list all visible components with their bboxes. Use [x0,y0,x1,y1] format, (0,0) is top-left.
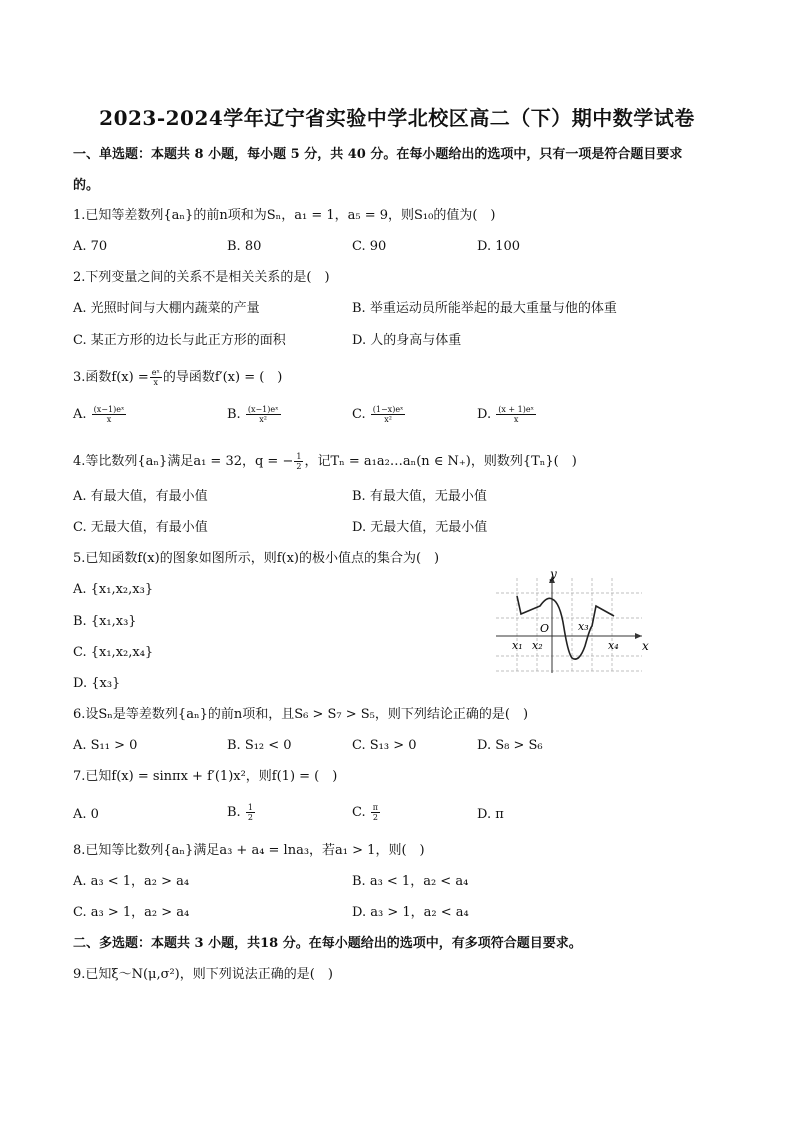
q3-option-c-denominator: x² [384,415,392,424]
q8-option-b: B. a₃ < 1，a₂ < a₄ [352,874,469,889]
q4-option-c: C. 无最大值，有最小值 [73,520,208,535]
q4-option-d: D. 无最大值，无最小值 [352,520,488,535]
q4-stem-part-a: 4.等比数列{aₙ}满足a₁ = 32，q = − [73,454,294,469]
q6-stem: 6.设Sₙ是等差数列{aₙ}的前n项和，且S₆ > S₇ > S₅，则下列结论正确的是( ) [73,707,529,722]
q3-option-d-fraction [496,405,536,424]
q3-stem-denominator: x [153,378,159,387]
q5-option-b: B. {x₁,x₃} [73,614,137,629]
q3-option-d [477,405,537,424]
q2-stem: 2.下列变量之间的关系不是相关关系的是( ) [73,270,330,285]
q2-option-a: A. 光照时间与大棚内蔬菜的产量 [73,301,260,316]
graph-x2-label: x₂ [532,639,543,652]
graph-x4-label: x₄ [608,639,619,652]
q4-stem [73,452,577,471]
q3-option-d-numerator: (x + 1)eˣ [498,405,534,414]
section2-heading: 二、多选题：本题共 3 小题，共18 分。在每小题给出的选项中，有多项符合题目要求。 [73,936,582,951]
graph-origin-label: O [540,622,550,635]
section1-heading: 一、单选题：本题共 8 小题，每小题 5 分，共 40 分。在每小题给出的选项中，只有一项是符合题目要求 [73,147,683,162]
q4-stem-fraction [294,452,303,471]
q7-option-b-label: B. [227,805,241,820]
exam-title: 2023-2024学年辽宁省实验中学北校区高二（下）期中数学试卷 [99,106,695,130]
q7-option-c-fraction [371,803,380,822]
q5-stem: 5.已知函数f(x)的图象如图所示，则f(x)的极小值点的集合为( ) [73,551,440,566]
q1-option-b: B. 80 [227,239,262,254]
q3-option-a [73,405,127,424]
q7-option-c-numerator: π [372,803,379,812]
q3-option-b-numerator: (x−1)eˣ [247,405,279,414]
q3-stem-fraction [150,368,162,387]
q3-stem [73,368,282,387]
q4-option-b: B. 有最大值，无最小值 [352,489,487,504]
q3-option-c-label: C. [352,407,366,422]
q8-option-d: D. a₃ > 1，a₂ < a₄ [352,905,469,920]
q4-option-a: A. 有最大值，有最小值 [73,489,208,504]
q3-option-b-fraction [246,405,281,424]
q7-option-c-denominator: 2 [372,813,378,822]
q7-option-a: A. 0 [73,807,99,822]
q7-option-d: D. π [477,807,504,822]
q1-stem: 1.已知等差数列{aₙ}的前n项和为Sₙ，a₁ = 1，a₅ = 9，则S₁₀的值为( ) [73,208,496,223]
q3-option-b-label: B. [227,407,241,422]
q6-option-d: D. S₈ > S₆ [477,738,543,753]
q5-option-d: D. {x₃} [73,676,121,691]
q2-option-c: C. 某正方形的边长与此正方形的面积 [73,333,286,348]
graph-x-label: x [642,639,649,653]
q3-option-c-fraction [371,405,406,424]
q3-option-c-numerator: (1−x)eˣ [372,405,404,414]
q7-option-b-denominator: 2 [247,813,253,822]
q6-option-c: C. S₁₃ > 0 [352,738,417,753]
q3-option-a-denominator: x [106,415,112,424]
q5-option-a: A. {x₁,x₂,x₃} [73,582,154,597]
graph-x-arrow [635,633,642,639]
q9-stem: 9.已知ξ～N(μ,σ²)，则下列说法正确的是( ) [73,967,333,982]
q4-stem-part-b: ，记Tₙ = a₁a₂…aₙ(n ∈ N₊)，则数列{Tₙ}( ) [304,454,577,469]
q3-option-a-label: A. [73,407,87,422]
graph-grid [496,578,642,671]
graph-x3-label: x₃ [578,620,589,633]
q3-option-d-denominator: x [513,415,519,424]
q8-option-a: A. a₃ < 1，a₂ > a₄ [73,874,190,889]
q4-stem-denominator: 2 [296,462,302,471]
q7-option-b-fraction [246,803,255,822]
q5-function-graph [492,568,654,676]
q3-option-c [352,405,406,424]
q3-option-a-numerator: (x−1)eˣ [93,405,125,414]
q2-option-d: D. 人的身高与体重 [352,333,462,348]
q2-option-b: B. 举重运动员所能举起的最大重量与他的体重 [352,301,617,316]
q1-option-d: D. 100 [477,239,521,254]
graph-x1-label: x₁ [512,639,523,652]
q1-option-a: A. 70 [73,239,108,254]
q3-stem-prefix: 3.函数f(x) = [73,370,149,385]
section1-heading-cont: 的。 [73,178,100,193]
q7-option-c-label: C. [352,805,366,820]
q3-option-a-fraction [92,405,127,424]
q8-option-c: C. a₃ > 1，a₂ > a₄ [73,905,190,920]
q3-option-d-label: D. [477,407,492,422]
q6-option-b: B. S₁₂ < 0 [227,738,292,753]
q6-option-a: A. S₁₁ > 0 [73,738,138,753]
q7-stem: 7.已知f(x) = sinπx + f′(1)x²，则f(1) = ( ) [73,769,338,784]
q8-stem: 8.已知等比数列{aₙ}满足a₃ + a₄ = lna₃，若a₁ > 1，则( ) [73,843,425,858]
q3-option-b [227,405,282,424]
q7-option-b-numerator: 1 [247,803,253,812]
q7-option-c [352,803,381,822]
graph-y-label: y [550,568,557,581]
q3-option-b-denominator: x² [259,415,268,424]
q3-stem-numerator: eˣ [151,368,160,377]
q5-option-c: C. {x₁,x₂,x₄} [73,645,154,660]
q7-option-b [227,803,256,822]
q1-option-c: C. 90 [352,239,387,254]
q4-stem-numerator: 1 [296,452,302,461]
q3-stem-suffix: 的导函数f′(x) = ( ) [162,370,283,385]
